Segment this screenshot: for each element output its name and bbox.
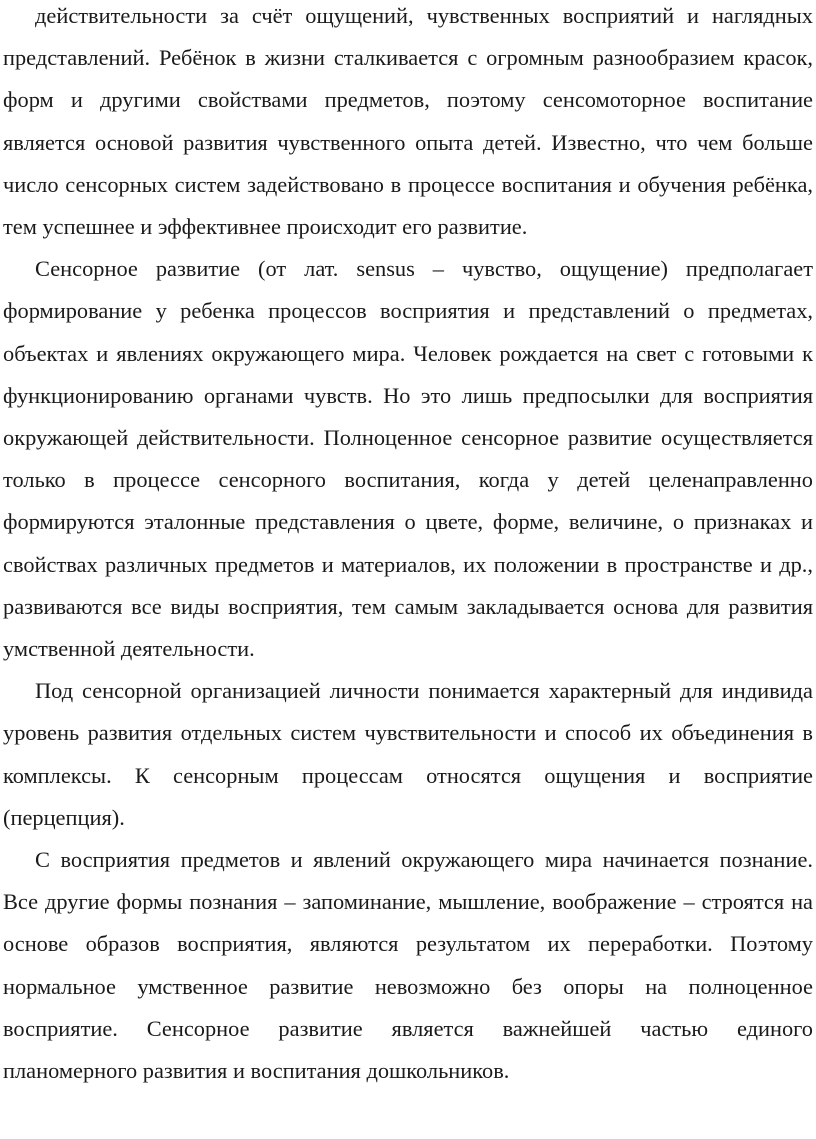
paragraph-3: Под сенсорной организацией личности понимается характерный для индивида уровень развития отдельных систем чувствительности и способ их объединения в комплексы. К сенсорным процессам относятся ощущения и восприятие (перцепция). [3, 678, 813, 830]
paragraph-1: действительности за счёт ощущений, чувственных восприятий и наглядных представлений. Ребёнок в жизни сталкивается с огромным разнообразием красок, форм и другими свойствами предметов, поэтому сенсомоторное воспитание является основой развития чувственного опыта детей. Известно, что чем больше число сенсорных систем задействовано в процессе воспитания и обучения ребёнка, тем успешнее и эффективнее происходит его развитие. [3, 3, 813, 240]
paragraph-4: С восприятия предметов и явлений окружающего мира начинается познание. Все другие формы познания – запоминание, мышление, воображение – строятся на основе образов восприятия, являются результатом их переработки. Поэтому нормальное умственное развитие невозможно без опоры на полноценное восприятие. Сенсорное развитие является важнейшей частью единого планомерного развития и воспитания дошкольников. [3, 847, 813, 1084]
paragraph-2: Сенсорное развитие (от лат. sensus – чувство, ощущение) предполагает формирование у ребенка процессов восприятия и представлений о предметах, объектах и явлениях окружающего мира. Человек рождается на свет с готовыми к функционированию органами чувств. Но это лишь предпосылки для восприятия окружающей действительности. Полноценное сенсорное развитие осуществляется только в процессе сенсорного воспитания, когда у детей целенаправленно формируются эталонные представления о цвете, форме, величине, о признаках и свойствах различных предметов и материалов, их положении в пространстве и др., развиваются все виды восприятия, тем самым закладывается основа для развития умственной деятельности. [3, 256, 813, 662]
document-page [3, 0, 813, 1092]
